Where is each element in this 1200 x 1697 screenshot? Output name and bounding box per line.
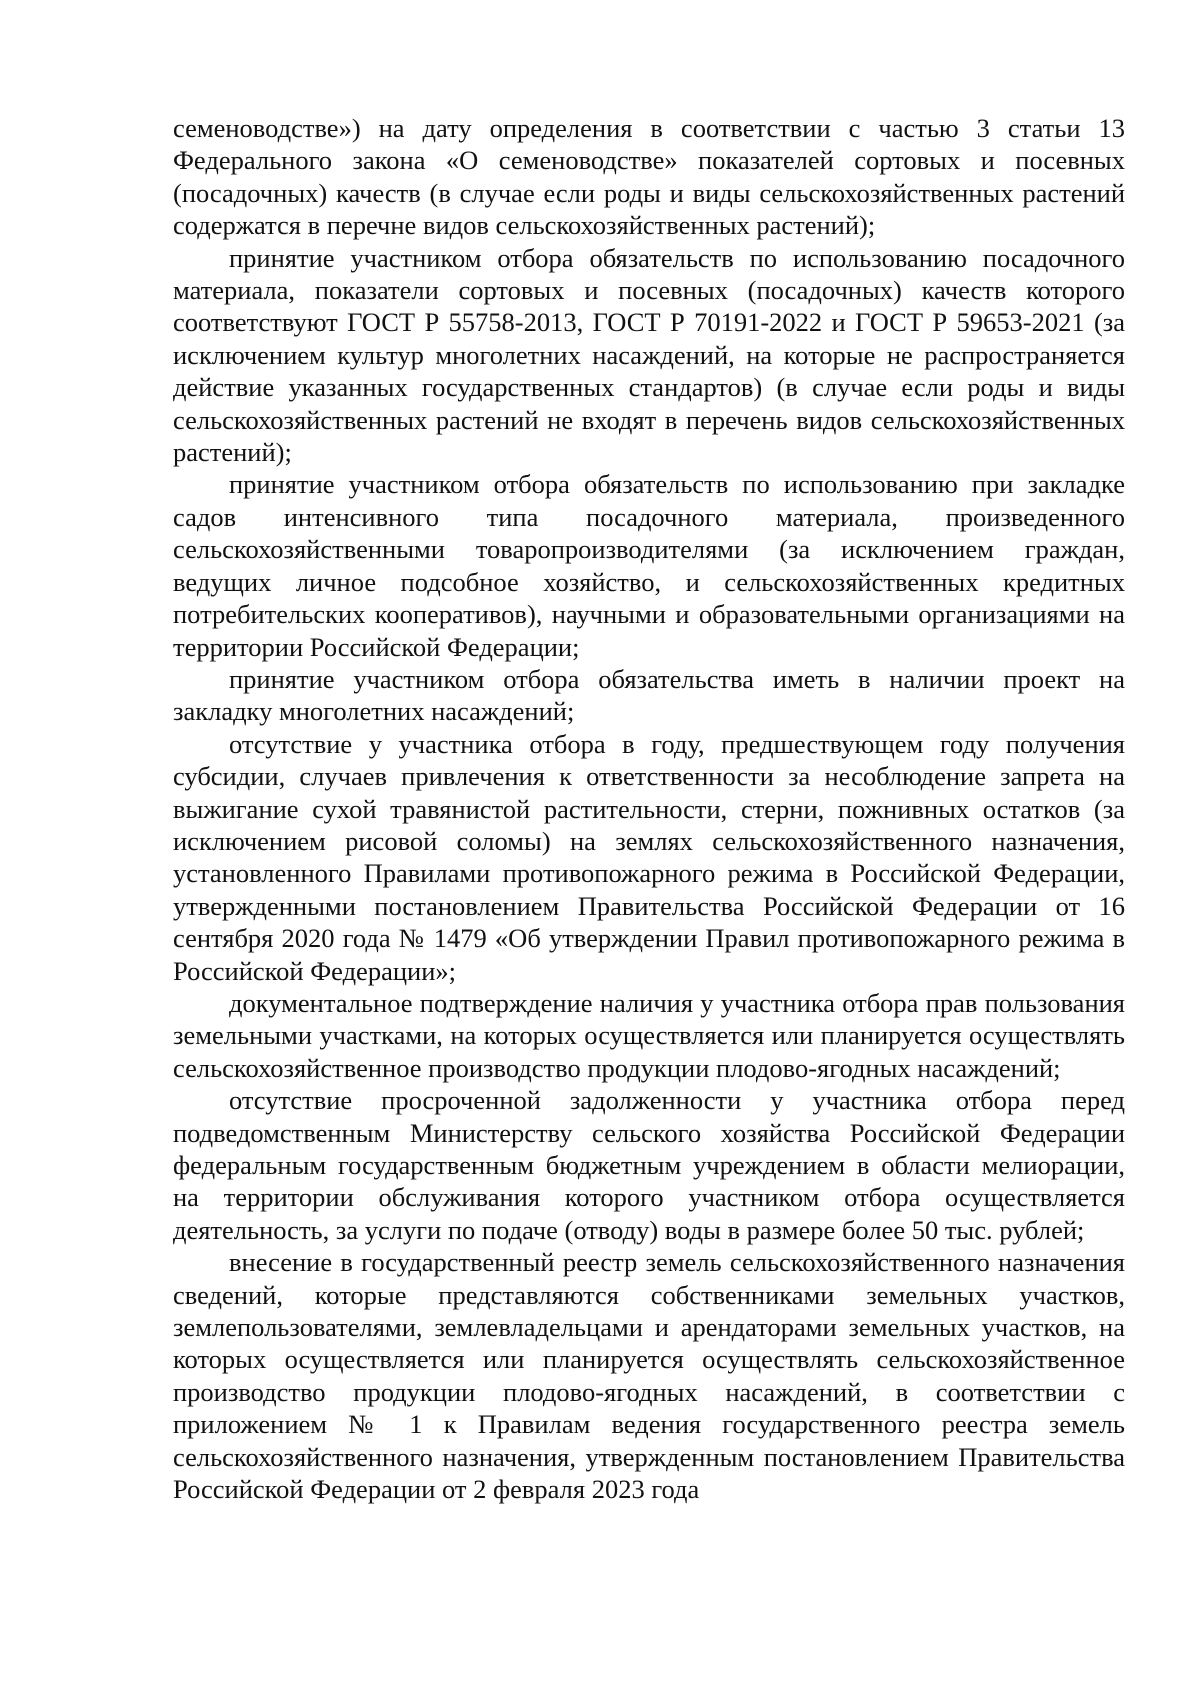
paragraph-continuation: семеноводстве») на дату определения в соответствии с частью 3 статьи 13 Федерального закона «О семеноводстве» показателей сортовых и посевных (посадочных) качеств (в случае если роды и виды сельскохозяйственных растений содержатся в перечне видов сельскохозяйственных растений); [173,113,1125,241]
paragraph-land-rights: документальное подтверждение наличия у участника отбора прав пользования земельными участками, на которых осуществляется или планируется осуществлять сельскохозяйственное производство продукции плодово-ягодных насаждений; [173,987,1125,1083]
paragraph-melioration-debt: отсутствие просроченной задолженности у участника отбора перед подведомственным Министерству сельского хозяйства Российской Федерации федеральным государственным бюджетным учреждением в области мелиорации, на территории обслуживания которого участником отбора осуществляется деятельность, за услуги по подаче (отводу) воды в размере более 50 тыс. рублей; [173,1085,1125,1245]
paragraph-land-registry: внесение в государственный реестр земель сельскохозяйственного назначения сведений, которые представляются собственниками земельных участков, землепользователями, землевладельцами и арендаторами земельных участков, на которых осуществляется или планируется осуществлять сельскохозяйственное производство продукции плодово-ягодных насаждений, в соответствии с приложением № 1 к Правилам ведения государственного реестра земель сельскохозяйственного назначения, утвержденным постановлением Правительства Российской Федерации от 2 февраля 2023 года [173,1247,1125,1505]
document-page [173,112,1125,1505]
paragraph-planting-project: принятие участником отбора обязательства иметь в наличии проект на закладку многолетних насаждений; [173,663,1125,727]
paragraph-intensive-orchards: принятие участником отбора обязательств по использованию при закладке садов интенсивного типа посадочного материала, произведенного сельскохозяйственными товаропроизводителями (за исключением граждан, ведущих личное подсобное хозяйство, и сельскохозяйственных кредитных потребительских кооперативов), научными и образовательными организациями на территории Российской Федерации; [173,469,1125,662]
paragraph-fire-safety: отсутствие у участника отбора в году, предшествующем году получения субсидии, случаев привлечения к ответственности за несоблюдение запрета на выжигание сухой травянистой растительности, стерни, пожнивных остатков (за исключением рисовой соломы) на землях сельскохозяйственного назначения, установленного Правилами противопожарного режима в Российской Федерации, утвержденными постановлением Правительства Российской Федерации от 16 сентября 2020 года № 1479 «Об утверждении Правил противопожарного режима в Российской Федерации»; [173,728,1125,986]
paragraph-planting-material-gost: принятие участником отбора обязательств по использованию посадочного материала, показатели сортовых и посевных (посадочных) качеств которого соответствуют ГОСТ Р 55758-2013, ГОСТ Р 70191-2022 и ГОСТ Р 59653-2021 (за исключением культур многолетних насаждений, на которые не распространяется действие указанных государственных стандартов) (в случае если роды и виды сельскохозяйственных растений не входят в перечень видов сельскохозяйственных растений); [173,242,1125,468]
